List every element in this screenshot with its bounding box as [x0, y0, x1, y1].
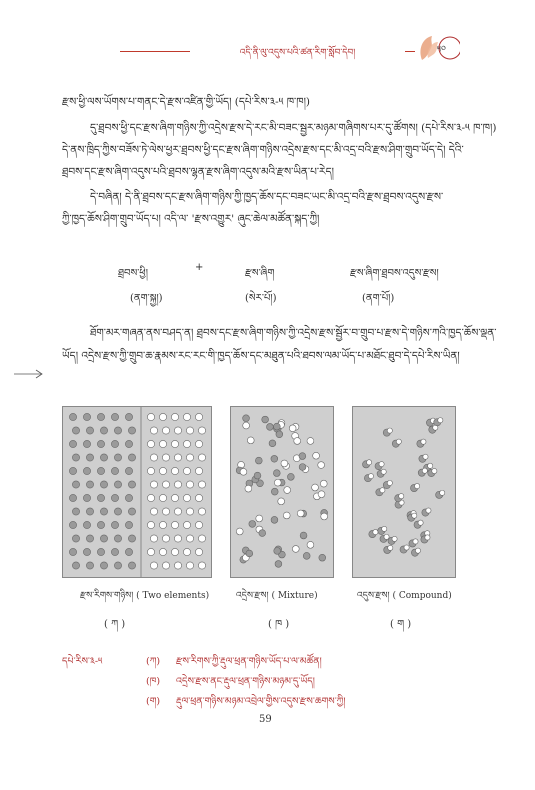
- grey-particle: [69, 440, 76, 447]
- mixture-particle: [267, 423, 274, 430]
- grey-particle: [69, 467, 76, 474]
- white-particle: [174, 562, 181, 569]
- para1-line-1: དུ་ཐྲབས་ཕྱི་དང་རྫས་ཞིག་གཉིས་ཀྱི་འདྲེས་རྫས་དེ་རང་མི་བཟང་སྦྱར་མཉམ་གཞིགས་པར་དུ་ཚོགས། (དཔེ་རིས་༣-༥ ཁ་ཁ།): [90, 122, 497, 134]
- mixture-particle: [299, 464, 306, 471]
- white-particle: [186, 562, 193, 569]
- grey-particle: [69, 494, 76, 501]
- white-particle: [150, 481, 157, 488]
- compound-white-atom: [426, 508, 431, 513]
- grey-particle: [69, 413, 76, 420]
- white-particle: [150, 454, 157, 461]
- mixture-particle: [269, 440, 276, 447]
- white-particle: [183, 494, 190, 501]
- mixture-particle: [273, 470, 280, 477]
- compound-white-atom: [388, 545, 393, 550]
- compound-white-atom: [368, 474, 373, 479]
- grey-particle: [83, 494, 90, 501]
- grey-particle: [114, 508, 121, 515]
- caption-two-elements: [80, 586, 209, 611]
- mixture-particle: [318, 462, 325, 469]
- grey-particle: [69, 548, 76, 555]
- compound-white-atom: [387, 428, 392, 433]
- grey-particle: [72, 508, 79, 515]
- equation-result-note: (ནག་པོ།): [362, 293, 395, 304]
- grey-particle: [72, 427, 79, 434]
- caption-compound: [357, 586, 452, 611]
- grey-particle: [125, 521, 132, 528]
- compound-white-atom: [404, 545, 409, 550]
- compound-white-atom: [415, 548, 420, 553]
- grey-particle: [114, 481, 121, 488]
- grey-particle: [100, 454, 107, 461]
- white-particle: [198, 508, 205, 515]
- panel-two-elements: [62, 406, 212, 578]
- mixture-particle: [249, 520, 256, 527]
- mixture-particle: [289, 425, 296, 432]
- compound-white-atom: [387, 480, 392, 485]
- white-particle: [171, 467, 178, 474]
- white-particle: [198, 562, 205, 569]
- equation-term-2-note: (སེར་པོ།): [245, 293, 277, 304]
- mixture-particle: [243, 422, 250, 429]
- mixture-particle: [307, 541, 314, 548]
- para1-line-3: ཐྲབས་དང་རྫས་ཞིག་འདུས་པའི་ཐྲབས་ལྷན་རྫས་ཞིག་འདུས་མའི་རྫས་ཡིན་པ་རེད།: [62, 166, 335, 178]
- panel-compound: [352, 406, 456, 578]
- grey-particle: [97, 467, 104, 474]
- white-particle: [147, 494, 154, 501]
- para2-line-2: ཀྱི་ཁྱད་ཆོས་ཤིག་གྲུབ་ཡོད་པ། འདི་ལ་ 'རྫས་འགྱུར' ཞུང་ཆེལ་མཚོན་སྐད་ཀྱི།: [62, 213, 320, 225]
- figure-label-kha: ( ཁ ): [268, 619, 290, 630]
- mixture-particle: [262, 416, 269, 423]
- white-particle: [162, 508, 169, 515]
- grey-particle: [111, 548, 118, 555]
- compound-particles: [353, 407, 455, 577]
- white-particle: [174, 427, 181, 434]
- mixture-particle: [276, 431, 283, 438]
- grey-particle: [128, 535, 135, 542]
- caption-mixture-en: ( Mixture): [271, 591, 318, 601]
- grey-particle: [111, 494, 118, 501]
- white-particle: [171, 494, 178, 501]
- white-particle: [162, 535, 169, 542]
- arrow-right-icon: [14, 364, 44, 383]
- compound-white-atom: [438, 418, 443, 423]
- grey-particle: [72, 454, 79, 461]
- grey-particle: [114, 454, 121, 461]
- mixture-particle: [271, 516, 278, 523]
- mixture-particle: [255, 457, 262, 464]
- grey-particle: [111, 413, 118, 420]
- mixture-particle: [321, 513, 328, 520]
- white-particle: [183, 467, 190, 474]
- grey-particle: [111, 440, 118, 447]
- white-particle: [195, 521, 202, 528]
- white-particle: [150, 562, 157, 569]
- compound-white-atom: [382, 526, 387, 531]
- white-particle: [186, 535, 193, 542]
- equation-result: རྫས་ཞིག་ཐྲབས་འདུས་རྫས།: [350, 268, 439, 279]
- white-particle: [162, 454, 169, 461]
- mixture-particle: [246, 550, 253, 557]
- compound-white-atom: [380, 488, 385, 493]
- white-particle: [198, 427, 205, 434]
- grey-particle: [125, 494, 132, 501]
- white-particle: [171, 440, 178, 447]
- white-particle: [198, 481, 205, 488]
- grey-particle: [111, 467, 118, 474]
- mixture-particle: [319, 554, 326, 561]
- grey-particle: [100, 562, 107, 569]
- mixture-particle: [247, 437, 254, 444]
- note-3-text: རྡུལ་ཕྲན་གཉིས་མཉམ་འབྲེལ་གྱིས་འདུས་རྫས་ཆགས་ཀྱི།: [176, 696, 346, 707]
- grey-particle: [125, 467, 132, 474]
- grey-particle: [83, 521, 90, 528]
- mixture-particle: [273, 423, 280, 430]
- white-particle: [159, 413, 166, 420]
- compound-white-atom: [412, 513, 417, 518]
- grey-particle: [97, 494, 104, 501]
- compound-white-atom: [415, 483, 420, 488]
- mixture-particle: [303, 552, 310, 559]
- compound-white-atom: [418, 520, 423, 525]
- grey-particle: [100, 481, 107, 488]
- header-page-label: ༥༠: [437, 45, 446, 55]
- grey-particle: [128, 481, 135, 488]
- white-particle: [183, 440, 190, 447]
- para3-line-2: ཡོད། འདྲེས་རྫས་ཀྱི་གྲུབ་ཆ་རྣམས་རང་རང་གི་ཁྱད་ཆོས་དང་མཐུན་པའི་ཐབས་ལམ་ཡོད་པ་མཐོང་ཐུབ་དེ་དཔེ་རིས་ཡིན།: [62, 350, 460, 362]
- figure-label-ka: ( ཀ ): [104, 619, 126, 630]
- note-2-label: (ཁ): [146, 676, 161, 687]
- white-particle: [186, 508, 193, 515]
- white-particle: [159, 494, 166, 501]
- mixture-particle: [292, 546, 299, 553]
- mixture-particle: [236, 528, 243, 535]
- grey-particle: [72, 562, 79, 569]
- compound-white-atom: [432, 468, 437, 473]
- white-particle: [171, 521, 178, 528]
- grey-particle: [97, 521, 104, 528]
- white-particle: [186, 427, 193, 434]
- mixture-particle: [256, 515, 263, 522]
- mixture-particle: [320, 480, 327, 487]
- compound-white-atom: [428, 463, 433, 468]
- page-number: 59: [259, 714, 272, 725]
- grey-particle: [86, 454, 93, 461]
- grey-particle: [128, 562, 135, 569]
- mixture-particle: [300, 532, 307, 539]
- mixture-particles: [231, 407, 333, 577]
- grey-particle: [83, 467, 90, 474]
- mixture-particle: [307, 438, 314, 445]
- white-particle: [147, 548, 154, 555]
- para3-line-1: ཐོག་མར་གཞན་ནས་བཤད་ན། ཐྲབས་དང་རྫས་ཞིག་གཉིས་ཀྱི་འདྲེས་རྫས་སྦྱོར་བ་གྲུབ་པ་རྫས་དེ་གཉིས་ཀའི་ཁྱད་ཆོས་ལྡན་: [90, 327, 497, 339]
- white-particle: [183, 413, 190, 420]
- white-particle: [159, 467, 166, 474]
- white-particle: [150, 427, 157, 434]
- caption-compound-en: ( Compound): [392, 591, 452, 601]
- figure-label-ga: ( ག ): [390, 619, 412, 630]
- mixture-particle: [271, 488, 278, 495]
- white-particle: [171, 548, 178, 555]
- grey-particle: [100, 535, 107, 542]
- mixture-particle: [240, 468, 247, 475]
- header-title: འདི་ནི་ལུ་འདུས་པའི་ཚན་རིག་སློབ་དེབ།: [239, 48, 356, 58]
- grey-particle: [83, 548, 90, 555]
- two-elements-particles: [63, 407, 211, 577]
- grey-particle: [128, 427, 135, 434]
- grey-particle: [114, 427, 121, 434]
- grey-particle: [97, 413, 104, 420]
- compound-white-atom: [392, 536, 397, 541]
- compound-white-atom: [422, 468, 427, 473]
- mixture-particle: [297, 510, 304, 517]
- white-particle: [195, 440, 202, 447]
- mixture-particle: [299, 453, 306, 460]
- equation-term-1: ཐྲབས་ཕྱི།: [118, 268, 148, 279]
- compound-white-atom: [423, 454, 428, 459]
- grey-particle: [86, 427, 93, 434]
- mixture-particle: [274, 547, 281, 554]
- grey-particle: [114, 535, 121, 542]
- compound-white-atom: [384, 534, 389, 539]
- grey-particle: [97, 548, 104, 555]
- white-particle: [162, 481, 169, 488]
- mixture-particle: [254, 472, 261, 479]
- header-rule-right: [405, 51, 415, 52]
- white-particle: [174, 454, 181, 461]
- mixture-particle: [283, 512, 290, 519]
- white-particle: [162, 562, 169, 569]
- mixture-particle: [287, 473, 294, 480]
- para2-line-1: དེ་བཞིན། དེ་ནི་ཐྲབས་དང་རྫས་ཞིག་གཉིས་ཀྱི་ཁྱད་ཆོས་དང་བཟང་ཡང་མི་འདྲ་བའི་རྫས་ཐྲབས་འདུས་རྫས་: [90, 191, 444, 203]
- grey-particle: [111, 521, 118, 528]
- white-particle: [159, 521, 166, 528]
- panel-mixture: [230, 406, 334, 578]
- compound-white-atom: [413, 539, 418, 544]
- grey-particle: [97, 440, 104, 447]
- white-particle: [174, 481, 181, 488]
- note-3-label: (ག): [146, 696, 161, 707]
- white-particle: [171, 413, 178, 420]
- compound-white-atom: [399, 494, 404, 499]
- white-particle: [198, 535, 205, 542]
- equation-term-2: རྫས་ཞིག: [245, 268, 275, 279]
- mixture-particle: [278, 498, 285, 505]
- grey-particle: [83, 440, 90, 447]
- compound-white-atom: [373, 529, 378, 534]
- white-particle: [195, 548, 202, 555]
- mixture-particle: [281, 460, 288, 467]
- caption-mixture: [236, 586, 318, 611]
- grey-particle: [86, 562, 93, 569]
- caption-two-elements-en: ( Two elements): [136, 591, 210, 601]
- grey-particle: [86, 508, 93, 515]
- white-particle: [147, 440, 154, 447]
- note-2-text: འདྲེས་རྫས་ནང་རྡུལ་ཕྲན་གཉིས་མཉམ་དུ་ཡོད།: [176, 676, 315, 687]
- compound-white-atom: [425, 535, 430, 540]
- white-particle: [186, 454, 193, 461]
- para1-line-2: དེ་ནས་ཁྲིད་ཀྱིས་བཟོས་ཏེ་ལེས་ཕྱར་ཐྲབས་ཕྱི་དང་རྫས་ཞིག་གཉིས་འདྲེས་རྫས་དང་མི་འདྲ་བའི་རྫས་ཤིག་གྲུབ་ཡོད་དེ། དེའི་: [62, 144, 464, 156]
- white-particle: [162, 427, 169, 434]
- mixture-particle: [313, 452, 320, 459]
- header-rule-left: [120, 51, 190, 52]
- grey-particle: [86, 481, 93, 488]
- grey-particle: [72, 535, 79, 542]
- compound-white-atom: [379, 462, 384, 467]
- white-particle: [195, 413, 202, 420]
- caption-two-elements-bo: རྫས་རིགས་གཉིས།: [80, 591, 134, 601]
- grey-particle: [69, 521, 76, 528]
- mixture-particle: [284, 487, 291, 494]
- white-particle: [174, 535, 181, 542]
- body-line-1: རྫས་ཕྱི་ལས་ཡོགས་པ་གནང་དེ་རྫས་འཛིན་གྱི་ཡོད། (དཔེ་རིས་༣-༥ ཁ་ཁ།): [62, 96, 311, 108]
- mixture-particle: [294, 438, 301, 445]
- caption-compound-bo: འདུས་རྫས།: [357, 591, 390, 601]
- white-particle: [198, 454, 205, 461]
- mixture-particle: [271, 455, 278, 462]
- white-particle: [183, 548, 190, 555]
- mixture-particle: [274, 479, 281, 486]
- equation-term-1-note: (ནག་སྐྱ།): [130, 293, 163, 304]
- grey-particle: [100, 508, 107, 515]
- equation-plus: +: [195, 262, 204, 273]
- notes-title: དཔེ་རིས་༣-༥: [62, 656, 103, 667]
- mixture-particle: [275, 561, 282, 568]
- grey-particle: [72, 481, 79, 488]
- caption-mixture-bo: འདྲེས་རྫས།: [236, 591, 269, 601]
- compound-white-atom: [440, 490, 445, 495]
- grey-particle: [114, 562, 121, 569]
- white-particle: [147, 413, 154, 420]
- white-particle: [174, 508, 181, 515]
- grey-particle: [128, 454, 135, 461]
- white-particle: [147, 467, 154, 474]
- grey-particle: [86, 535, 93, 542]
- compound-white-atom: [421, 439, 426, 444]
- note-1-label: (ཀ): [146, 656, 161, 667]
- note-1-text: རྫས་རིགས་ཀྱི་རྡུལ་ཕྲན་གཉིས་ཡོད་པ་ལ་མཚོན།: [176, 656, 322, 667]
- grey-particle: [100, 427, 107, 434]
- mixture-particle: [318, 491, 325, 498]
- mixture-particle: [259, 530, 266, 537]
- white-particle: [147, 521, 154, 528]
- white-particle: [159, 440, 166, 447]
- white-particle: [186, 481, 193, 488]
- white-particle: [150, 535, 157, 542]
- white-particle: [150, 508, 157, 515]
- compound-white-atom: [367, 460, 372, 465]
- grey-particle: [125, 548, 132, 555]
- mixture-particle: [243, 415, 250, 422]
- white-particle: [195, 494, 202, 501]
- compound-white-atom: [381, 469, 386, 474]
- grey-particle: [125, 440, 132, 447]
- white-particle: [159, 548, 166, 555]
- white-particle: [183, 521, 190, 528]
- mixture-particle: [312, 484, 319, 491]
- grey-particle: [83, 413, 90, 420]
- compound-white-atom: [396, 439, 401, 444]
- white-particle: [195, 467, 202, 474]
- grey-particle: [128, 508, 135, 515]
- grey-particle: [125, 413, 132, 420]
- mixture-particle: [245, 485, 252, 492]
